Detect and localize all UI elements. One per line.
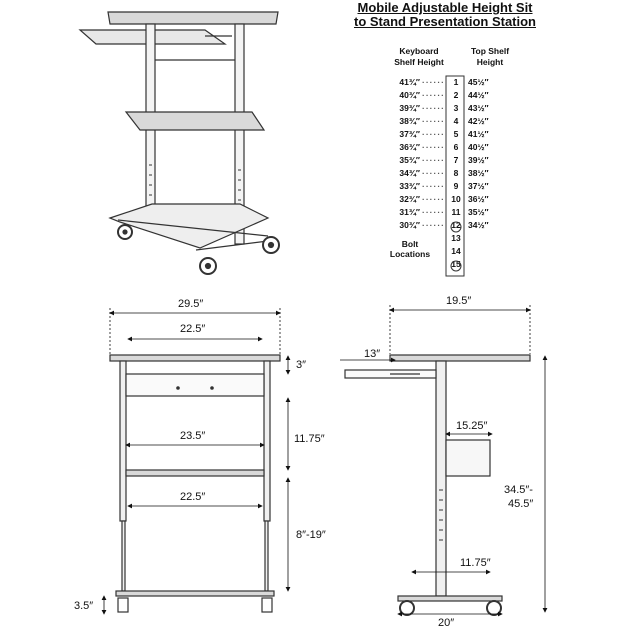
- keyboard-height-cell: 40¾″: [399, 90, 420, 100]
- title-line-2: to Stand Presentation Station: [353, 14, 536, 29]
- bolt-position-cell: 1: [453, 77, 459, 87]
- leader-dots: ······: [422, 142, 445, 152]
- top-shelf-height-cell: 39½″: [468, 155, 489, 165]
- bolt-position-cell: 3: [453, 103, 459, 113]
- bolt-position-cell: 11: [451, 207, 461, 217]
- keyboard-header-1: Keyboard: [399, 46, 439, 56]
- front-width-top: 29.5″: [178, 298, 204, 310]
- keyboard-height-cell: 37¾″: [399, 129, 420, 139]
- side-view: [345, 355, 530, 615]
- leader-dots: ······: [422, 129, 445, 139]
- front-gap-top: 3″: [296, 359, 307, 371]
- keyboard-height-cell: 41¾″: [399, 77, 420, 87]
- side-shelf-depth: 15.25″: [456, 420, 488, 432]
- side-total-height-2: 45.5″: [508, 498, 534, 510]
- keyboard-height-cell: 30¾″: [399, 220, 420, 230]
- side-top-depth: 19.5″: [446, 295, 472, 307]
- keyboard-height-cell: 31¾″: [399, 207, 420, 217]
- front-width-bottom: 22.5″: [180, 491, 206, 503]
- leader-dots: ······: [422, 90, 445, 100]
- top-shelf-height-cell: 40½″: [468, 142, 489, 152]
- bolt-position-cell: 15: [451, 259, 461, 269]
- leader-dots: ······: [422, 116, 445, 126]
- leader-dots: ······: [422, 194, 445, 204]
- bolt-column: [446, 76, 464, 276]
- top-shelf-height-cell: 43½″: [468, 103, 489, 113]
- front-width-keyboard: 22.5″: [180, 323, 206, 335]
- bolt-position-cell: 8: [453, 168, 459, 178]
- keyboard-height-cell: 35¾″: [399, 155, 420, 165]
- bolt-label-2: Locations: [389, 249, 431, 259]
- top-shelf-height-cell: 42½″: [468, 116, 489, 126]
- front-base-height: 3.5″: [74, 600, 94, 612]
- keyboard-height-cell: 33¾″: [399, 181, 420, 191]
- side-lower-depth: 11.75″: [460, 557, 491, 569]
- front-view: [110, 355, 280, 612]
- top-shelf-height-cell: 41½″: [468, 129, 489, 139]
- bolt-position-cell: 10: [451, 194, 461, 204]
- keyboard-height-cell: 32¾″: [399, 194, 420, 204]
- bolt-label-1: Bolt: [401, 239, 419, 249]
- leader-dots: ······: [422, 220, 445, 230]
- top-shelf-header-2: Height: [476, 57, 504, 67]
- top-shelf-height-cell: 36½″: [468, 194, 489, 204]
- top-shelf-height-cell: 45½″: [468, 77, 489, 87]
- top-shelf-height-cell: 37½″: [468, 181, 489, 191]
- side-keyboard-depth: 13″: [364, 348, 381, 360]
- keyboard-header-2: Shelf Height: [394, 57, 444, 67]
- front-gap-bottom: 8″-19″: [296, 529, 326, 541]
- leader-dots: ······: [422, 77, 445, 87]
- leader-dots: ······: [422, 103, 445, 113]
- perspective-view: [80, 12, 279, 274]
- top-shelf-height-cell: 44½″: [468, 90, 489, 100]
- bolt-position-cell: 14: [451, 246, 461, 256]
- keyboard-height-cell: 39¾″: [399, 103, 420, 113]
- bolt-position-cell: 4: [453, 116, 459, 126]
- bolt-position-cell: 5: [453, 129, 459, 139]
- keyboard-height-cell: 34¾″: [399, 168, 420, 178]
- bolt-position-cell: 2: [453, 90, 459, 100]
- front-gap-middle: 11.75″: [294, 433, 325, 445]
- bolt-position-cell: 9: [453, 181, 459, 191]
- top-shelf-header-1: Top Shelf: [470, 46, 510, 56]
- side-base-depth: 20″: [438, 617, 455, 629]
- bolt-position-cell: 13: [451, 233, 461, 243]
- bolt-position-cell: 12: [451, 220, 461, 230]
- keyboard-height-cell: 36¾″: [399, 142, 420, 152]
- leader-dots: ······: [422, 207, 445, 217]
- leader-dots: ······: [422, 181, 445, 191]
- front-view-dimensions: [104, 308, 288, 614]
- bolt-position-cell: 6: [453, 142, 459, 152]
- leader-dots: ······: [422, 155, 445, 165]
- front-width-middle: 23.5″: [180, 430, 206, 442]
- title-line-1: Mobile Adjustable Height Sit: [357, 0, 533, 15]
- keyboard-height-cell: 38¾″: [399, 116, 420, 126]
- bolt-position-cell: 7: [453, 155, 459, 165]
- top-shelf-height-cell: 38½″: [468, 168, 489, 178]
- top-shelf-height-cell: 35½″: [468, 207, 489, 217]
- top-shelf-height-cell: 34½″: [468, 220, 489, 230]
- leader-dots: ······: [422, 168, 445, 178]
- side-total-height-1: 34.5″-: [504, 484, 533, 496]
